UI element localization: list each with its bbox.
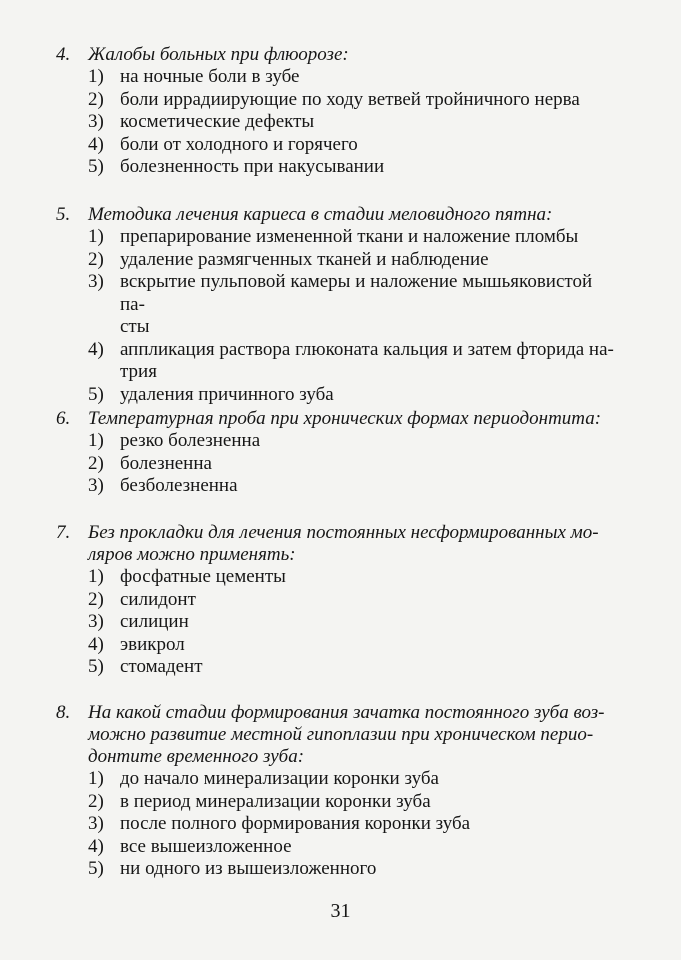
option-number: 1) xyxy=(88,768,104,789)
option xyxy=(56,271,616,316)
option-number: 3) xyxy=(88,813,104,834)
option-text: препарирование измененной ткани и наложение пломбы xyxy=(120,226,579,247)
option-text-continuation: сты xyxy=(120,316,150,337)
option-text: силицин xyxy=(120,611,189,632)
option-text: после полного формирования коронки зуба xyxy=(120,813,471,834)
option-number: 2) xyxy=(88,790,104,812)
option xyxy=(56,858,616,881)
option xyxy=(56,475,616,498)
option xyxy=(56,89,616,112)
option-text: ни одного из вышеизложенного xyxy=(120,858,377,879)
option-text: косметические дефекты xyxy=(120,111,315,132)
option-text: боли от холодного и горячего xyxy=(120,133,358,155)
option-text: силидонт xyxy=(120,588,196,610)
option-text: безболезненна xyxy=(120,475,238,496)
question-text-continuation: ляров можно применять: xyxy=(88,544,296,565)
option xyxy=(56,384,616,407)
option xyxy=(56,634,616,657)
option-text: болезненна xyxy=(120,452,212,474)
option-number: 2) xyxy=(88,588,104,610)
option-text: на ночные боли в зубе xyxy=(120,66,300,87)
option-number: 2) xyxy=(88,88,104,110)
option-number: 4) xyxy=(88,835,104,857)
option-text: резко болезненна xyxy=(120,430,261,451)
question-6 xyxy=(56,408,616,498)
option-text: удаления причинного зуба xyxy=(120,383,334,405)
option-text: боли иррадиирующие по ходу ветвей тройничного нерва xyxy=(120,88,580,110)
question-text: На какой стадии формирования зачатка постоянного зуба воз- xyxy=(88,702,605,723)
option xyxy=(56,611,616,634)
option-number: 3) xyxy=(88,611,104,632)
option-number: 2) xyxy=(88,248,104,270)
option-number: 5) xyxy=(88,858,104,879)
option-number: 1) xyxy=(88,66,104,87)
question-4 xyxy=(56,44,616,179)
option-number: 1) xyxy=(88,226,104,247)
option xyxy=(56,66,616,89)
option-number: 3) xyxy=(88,475,104,496)
option-text: аппликация раствора глюконата кальция и затем фторида на- xyxy=(120,338,614,360)
option-number: 4) xyxy=(88,633,104,655)
option-number: 5) xyxy=(88,383,104,405)
option-number: 3) xyxy=(88,111,104,132)
question-number: 6. xyxy=(56,408,71,429)
option-text: до начало минерализации коронки зуба xyxy=(120,768,439,789)
option-text: в период минерализации коронки зуба xyxy=(120,790,431,812)
option-number: 4) xyxy=(88,133,104,155)
question-text-continuation: донтите временного зуба: xyxy=(88,746,305,767)
option-text: стомадент xyxy=(120,656,203,677)
question-5 xyxy=(56,204,616,406)
option-number: 4) xyxy=(88,338,104,360)
question-7 xyxy=(56,522,616,679)
question-number: 7. xyxy=(56,522,71,543)
question-text: Температурная проба при хронических формах периодонтита: xyxy=(88,408,602,429)
option xyxy=(56,111,616,134)
option-number: 5) xyxy=(88,156,104,177)
option-text: удаление размягченных тканей и наблюдение xyxy=(120,248,489,270)
option-number: 5) xyxy=(88,656,104,677)
option xyxy=(56,453,616,476)
question-text: Методика лечения кариеса в стадии меловидного пятна: xyxy=(88,204,553,225)
option xyxy=(56,813,616,836)
option-text: все вышеизложенное xyxy=(120,835,292,857)
question-text: Без прокладки для лечения постоянных несформированных мо- xyxy=(88,522,599,543)
option xyxy=(56,836,616,859)
question-text-continuation: можно развитие местной гипоплазии при хроническом перио- xyxy=(88,724,594,745)
option-number: 1) xyxy=(88,566,104,587)
option xyxy=(56,656,616,679)
option xyxy=(56,134,616,157)
option-text: вскрытие пульповой камеры и наложение мышьяковистой па- xyxy=(120,271,593,315)
option xyxy=(56,589,616,612)
option-number: 2) xyxy=(88,452,104,474)
option-text-continuation: трия xyxy=(120,361,157,382)
page-number: 31 xyxy=(330,900,351,922)
option xyxy=(56,430,616,453)
question-8 xyxy=(56,702,616,881)
question-number: 5. xyxy=(56,204,71,225)
option xyxy=(56,566,616,589)
option-number: 3) xyxy=(88,271,104,292)
option xyxy=(56,249,616,272)
option-text: болезненность при накусывании xyxy=(120,156,385,177)
option xyxy=(56,226,616,249)
option-number: 1) xyxy=(88,430,104,451)
question-text: Жалобы больных при флюорозе: xyxy=(88,44,349,65)
option-text: эвикрол xyxy=(120,633,185,655)
option xyxy=(56,768,616,791)
question-number: 8. xyxy=(56,702,71,723)
option xyxy=(56,791,616,814)
question-number: 4. xyxy=(56,44,71,65)
option xyxy=(56,339,616,362)
option-text: фосфатные цементы xyxy=(120,566,286,587)
option xyxy=(56,156,616,179)
